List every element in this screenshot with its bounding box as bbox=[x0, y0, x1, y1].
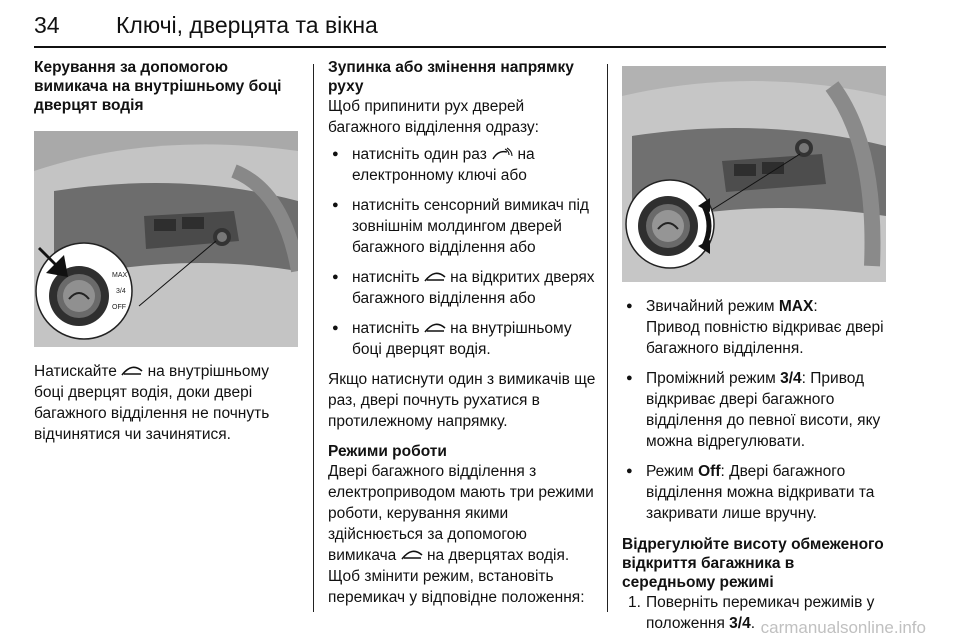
tailgate-icon bbox=[424, 269, 446, 283]
list-item: ● натисніть на відкритих дверях багажного відділення або bbox=[328, 267, 596, 309]
section-heading: Керування за допомогою вимикача на внутрішньому боці дверцят водія bbox=[34, 59, 282, 114]
remote-tailgate-icon bbox=[491, 146, 513, 160]
list-item: 1. Поверніть перемикач режимів у положення 3/4. bbox=[628, 594, 875, 632]
tailgate-icon bbox=[401, 547, 423, 561]
list-item: ● Проміжний режим 3/4: Привод відкриває двері багажного відділення до певної висоти, яку можна відрегулювати. bbox=[622, 368, 886, 452]
door-switch-figure bbox=[34, 131, 298, 347]
mode-list bbox=[622, 296, 886, 524]
section-heading: Режими роботи bbox=[328, 443, 447, 460]
switch-label-off: OFF bbox=[112, 304, 126, 311]
paragraph: Натискайте на внутрішньому боці дверцят водія, доки двері багажного відділення не почнуть відчинятися чи зачинятися. bbox=[34, 363, 270, 443]
page-number: 34 bbox=[34, 12, 60, 38]
column-1 bbox=[34, 58, 298, 445]
tailgate-icon bbox=[424, 320, 446, 334]
paragraph: Якщо натиснути один з вимикачів ще раз, двері почнуть рухатися в протилежному напрямку. bbox=[328, 371, 596, 430]
list-item: ● натисніть на внутрішньому боці дверцят водія. bbox=[328, 318, 596, 360]
watermark: carmanualsonline.info bbox=[760, 618, 926, 637]
section-heading: Зупинка або змінення напрямку руху bbox=[328, 59, 574, 95]
column-divider bbox=[607, 64, 608, 612]
column-2 bbox=[328, 58, 596, 608]
bullet-list bbox=[328, 144, 596, 360]
page-header bbox=[34, 10, 886, 48]
mode-switch-figure bbox=[622, 66, 886, 282]
column-divider bbox=[313, 64, 314, 612]
switch-label-3-4: 3/4 bbox=[116, 288, 126, 295]
section-heading: Відрегулюйте висоту обмеженого відкриття багажника в середньому режимі bbox=[622, 536, 884, 591]
paragraph: Двері багажного відділення з електроприводом мають три режими роботи, керування якими здійснюється за допомогою вимикача на дверцятах водія. Щоб змінити режим, встановіть перемикач у відповідне положення: bbox=[328, 463, 594, 606]
column-3 bbox=[622, 58, 886, 634]
page-title: Ключі, дверцята та вікна bbox=[116, 12, 378, 38]
tailgate-icon bbox=[121, 363, 143, 377]
list-item: ● натисніть один раз на електронному ключі або bbox=[328, 144, 596, 186]
switch-label-max: MAX bbox=[112, 272, 128, 279]
paragraph: Щоб припинити рух дверей багажного відділення одразу: bbox=[328, 98, 539, 136]
list-item: ● натисніть сенсорний вимикач під зовнішнім молдингом дверей багажного відділення або bbox=[328, 195, 596, 258]
list-item: ● Звичайний режим MAX: Привод повністю відкриває двері багажного відділення. bbox=[622, 296, 886, 359]
list-item: ● Режим Off: Двері багажного відділення можна відкривати та закривати лише вручну. bbox=[622, 461, 886, 524]
